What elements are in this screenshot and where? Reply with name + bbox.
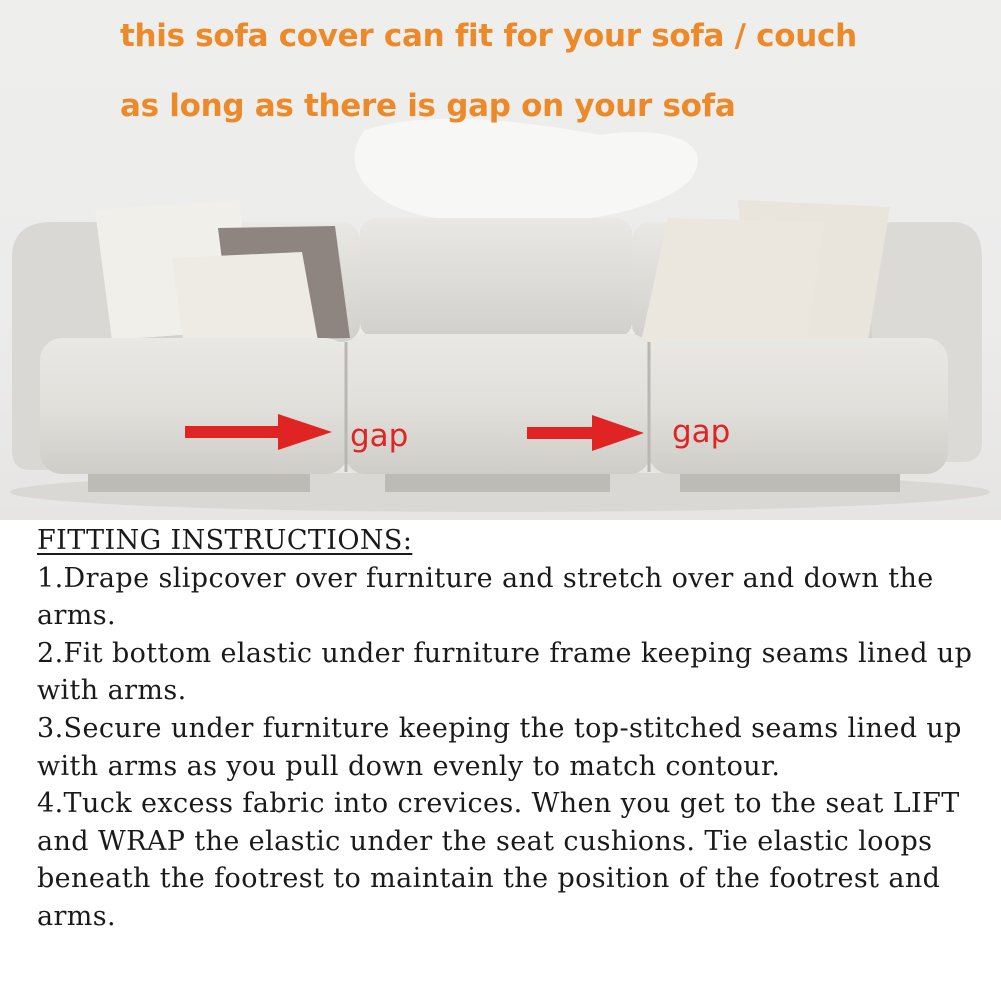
gap-label-left: gap bbox=[350, 418, 409, 454]
instruction-step-1: 1.Drape slipcover over furniture and stretch over and down the arms. bbox=[37, 562, 934, 632]
headline-gap: as long as there is gap on your sofa bbox=[120, 88, 736, 124]
instruction-step-2: 2.Fit bottom elastic under furniture frame keeping seams lined up with arms. bbox=[37, 637, 973, 707]
instructions-heading: FITTING INSTRUCTIONS: bbox=[37, 525, 413, 556]
fitting-instructions bbox=[37, 522, 987, 936]
instruction-step-4: 4.Tuck excess fabric into crevices. When you get to the seat LIFT and WRAP the elastic under the seat cushions. Tie elastic loops beneath the footrest to maintain the position of the footrest and arms. bbox=[37, 788, 960, 932]
gap-label-right: gap bbox=[672, 414, 731, 450]
headline-fit: this sofa cover can fit for your sofa / couch bbox=[120, 18, 857, 54]
instruction-step-3: 3.Secure under furniture keeping the top-stitched seams lined up with arms as you pull down evenly to match contour. bbox=[37, 712, 962, 782]
